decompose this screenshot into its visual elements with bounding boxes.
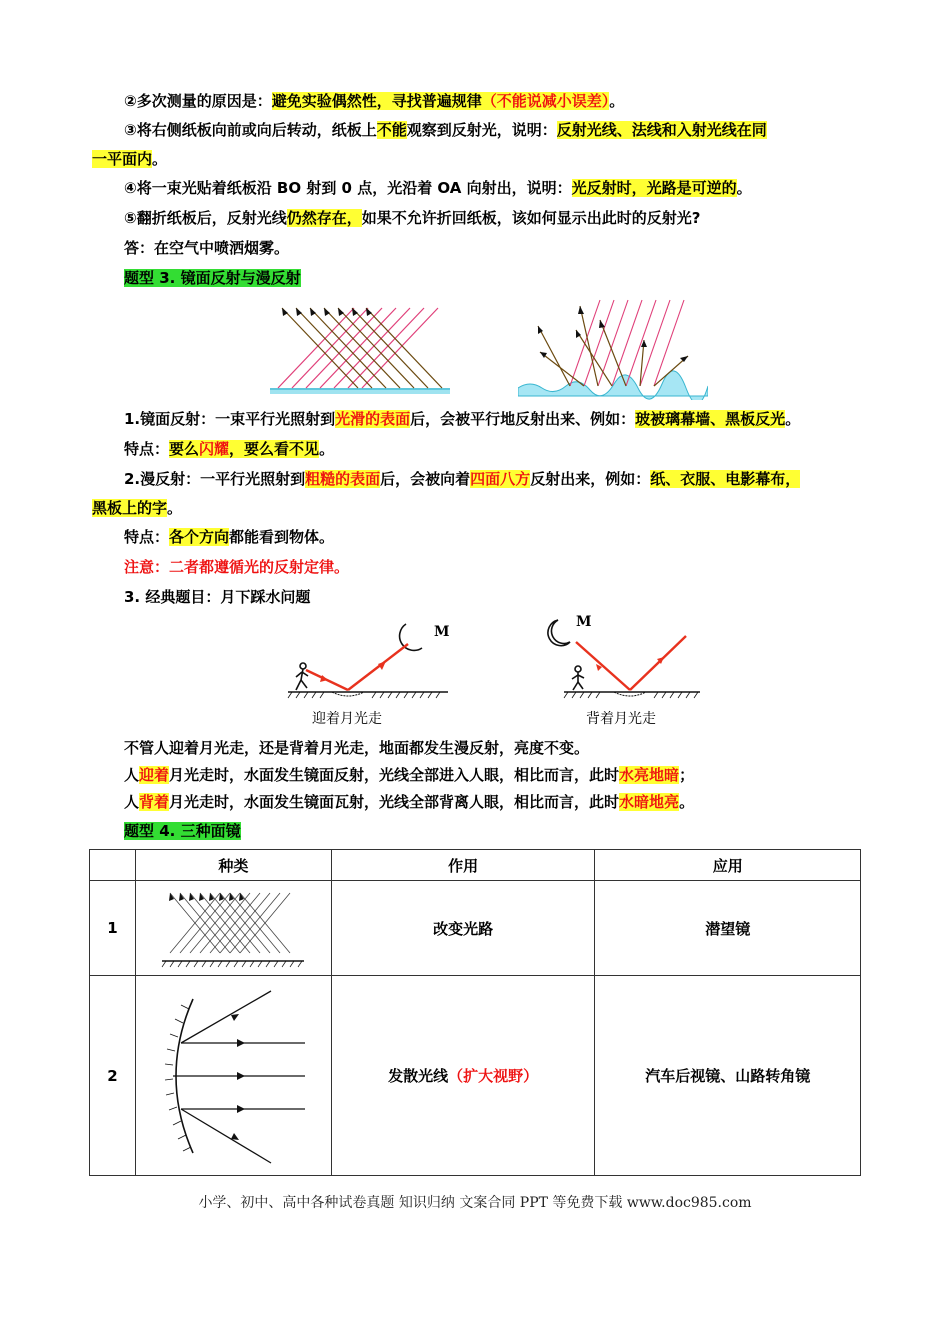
effect-cell: 改变光路 (331, 881, 595, 976)
page-footer: 小学、初中、高中各种试卷真题 知识归纳 文案合同 PPT 等免费下载 www.doc985.com (198, 1195, 752, 1211)
text-line: 人背着月光走时，水面发生镜面瓦射，光线全部背离人眼，相比而言，此时水暗地亮。 (124, 793, 695, 811)
column-header: 作用 (331, 850, 595, 881)
facing-moon-diagram (286, 614, 466, 730)
moon-label: M (576, 614, 592, 630)
column-header: 种类 (135, 850, 331, 881)
back-to-moon-diagram (540, 612, 720, 730)
row-number: 2 (90, 976, 136, 1176)
row-number: 1 (90, 881, 136, 976)
convex-mirror-diagram (145, 981, 321, 1171)
section-heading: 题型 4. 三种面镜 (124, 822, 241, 840)
text-line: 不管人迎着月光走，还是背着月光走，地面都发生漫反射，亮度不变。 (124, 739, 590, 757)
table-row (90, 976, 861, 1176)
figure-caption: 迎着月光走 (312, 711, 382, 727)
text-line: ⑤翻折纸板后，反射光线仍然存在，如果不允许折回纸板，该如何显示出此时的反射光? (124, 209, 701, 227)
diffuse-reflection-diagram (518, 296, 708, 400)
walker-icon (296, 663, 308, 690)
reflected-ray (630, 636, 686, 690)
text-line: 2.漫反射：一平行光照射到粗糙的表面后，会被向着四面八方反射出来，例如：纸、衣服、电影幕布， (124, 470, 801, 488)
application-cell: 汽车后视镜、山路转角镜 (595, 976, 861, 1176)
moon-label: M (434, 624, 450, 640)
effect-cell: 发散光线（扩大视野） (331, 976, 595, 1176)
table-row (90, 881, 861, 976)
text-line: 特点：各个方向都能看到物体。 (124, 528, 335, 546)
walker-icon (572, 666, 584, 690)
text-line: 1.镜面反射：一束平行光照射到光滑的表面后，会被平行地反射出来、例如：玻被璃幕墙、黑板反光。 (124, 410, 801, 428)
answer-line: 答：在空气中喷洒烟雾。 (124, 239, 290, 257)
text-line: ②多次测量的原因是：避免实验偶然性，寻找普遍规律（不能说减小误差）。 (124, 92, 625, 110)
mirror-types-table (89, 849, 861, 1176)
plane-mirror-cell (135, 881, 331, 976)
moon-ray (348, 644, 408, 690)
text-line: 一平面内。 (92, 150, 168, 168)
application-cell: 潜望镜 (595, 881, 861, 976)
text-line: 黑板上的字。 (92, 499, 183, 517)
text-line: 特点：要么闪耀，要么看不见。 (124, 440, 335, 458)
column-header: 应用 (595, 850, 861, 881)
reflected-rays (282, 308, 442, 388)
specular-reflection-diagram (270, 300, 450, 400)
reflected-rays (538, 306, 688, 386)
text-line: ③将右侧纸板向前或向后转动，纸板上不能观察到反射光，说明：反射光线、法线和入射光线在同 (124, 121, 767, 139)
table-header-row (90, 850, 861, 881)
incident-rays (570, 300, 684, 386)
plane-mirror-diagram (158, 885, 308, 971)
incident-rays (278, 308, 438, 388)
section-heading: 题型 3. 镜面反射与漫反射 (124, 269, 301, 287)
moon-ray (576, 642, 630, 690)
note-line: 注意：二者都遵循光的反射定律。 (124, 558, 350, 576)
convex-mirror-cell (135, 976, 331, 1176)
moon-icon (548, 620, 570, 646)
figure-caption: 背着月光走 (586, 711, 656, 727)
rough-surface (518, 371, 708, 400)
subheading: 3. 经典题目：月下踩水问题 (124, 588, 311, 606)
text-line: 人迎着月光走时，水面发生镜面反射，光线全部进入人眼，相比而言，此时水亮地暗； (124, 766, 695, 784)
text-line: ④将一束光贴着纸板沿 BO 射到 0 点，光沿着 OA 向射出，说明：光反射时，光路是可逆的。 (124, 179, 752, 197)
